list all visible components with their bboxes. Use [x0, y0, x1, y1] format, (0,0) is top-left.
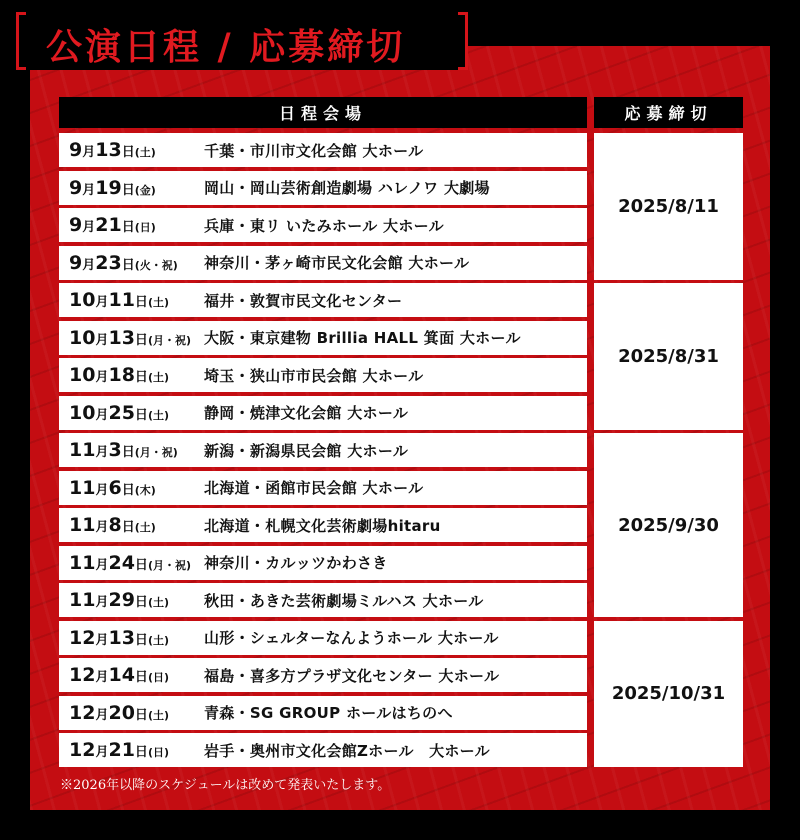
date-month: 10 [69, 364, 96, 386]
deadline-header: 応募締切 [594, 97, 743, 128]
day-mark: 日 [134, 407, 148, 423]
performance-date [59, 439, 204, 461]
performance-date [59, 664, 204, 686]
date-weekday: (金) [134, 183, 156, 197]
day-mark: 日 [134, 632, 148, 648]
venue-name: 北海道・札幌文化芸術劇場hitaru [204, 516, 441, 535]
date-month: 10 [69, 326, 96, 349]
date-day: 21 [95, 214, 122, 236]
date-weekday: (土) [147, 296, 169, 309]
date-weekday: (土) [147, 371, 169, 384]
date-weekday: (土) [147, 596, 169, 609]
venue-name: 山形・シェルターなんようホール 大ホール [204, 629, 499, 647]
performance-date [59, 589, 204, 611]
month-mark: 月 [95, 482, 109, 498]
performance-date [59, 552, 204, 574]
date-month: 11 [69, 476, 96, 499]
date-day: 6 [108, 476, 122, 499]
schedule-row [59, 733, 587, 767]
month-mark: 月 [95, 295, 109, 310]
schedule-row [59, 433, 587, 467]
schedule-row [59, 171, 587, 205]
title-banner [16, 12, 468, 70]
date-day: 13 [95, 139, 122, 161]
schedule-row [59, 358, 587, 392]
day-mark: 日 [121, 145, 135, 160]
date-weekday: (木) [134, 483, 156, 497]
month-mark: 月 [95, 595, 109, 610]
day-mark: 日 [134, 370, 148, 385]
date-day: 13 [108, 626, 135, 649]
venue-name: 秋田・あきた芸術劇場ミルハス 大ホール [204, 591, 484, 610]
venue-name: 神奈川・茅ヶ崎市民文化会館 大ホール [204, 254, 470, 272]
day-mark: 日 [134, 670, 148, 685]
performance-date [59, 402, 204, 424]
month-mark: 月 [95, 557, 109, 573]
deadline-cell: 2025/8/11 [594, 133, 743, 280]
date-day: 3 [108, 439, 122, 461]
date-month: 10 [69, 401, 96, 424]
day-mark: 日 [121, 520, 135, 535]
venue-name: 青森・SG GROUP ホールはちのへ [204, 704, 453, 722]
performance-date [59, 739, 204, 761]
date-weekday: (土) [134, 521, 156, 534]
date-day: 21 [108, 739, 135, 761]
venue-name: 岩手・奥州市文化会館Zホール 大ホール [204, 741, 490, 760]
date-day: 8 [108, 514, 122, 536]
date-day: 13 [108, 326, 135, 349]
date-month: 11 [69, 589, 96, 611]
month-mark: 月 [82, 220, 96, 235]
schedule-row [59, 696, 587, 730]
schedule-row [59, 546, 587, 580]
date-weekday: (土) [147, 633, 169, 647]
schedule-row [59, 621, 587, 655]
day-mark: 日 [134, 295, 148, 310]
date-month: 11 [69, 551, 96, 574]
date-weekday: (月・祝) [134, 446, 178, 459]
performance-date [59, 177, 204, 199]
venue-name: 神奈川・カルッツかわさき [204, 554, 388, 572]
schedule-row [59, 658, 587, 692]
day-mark: 日 [121, 482, 135, 498]
date-day: 29 [108, 589, 135, 611]
performance-date [59, 514, 204, 536]
footnote: ※2026年以降のスケジュールは改めて発表いたします。 [60, 778, 391, 793]
date-month: 11 [69, 439, 96, 461]
schedule-row [59, 133, 587, 167]
performance-date [59, 477, 204, 499]
performance-date [59, 214, 204, 236]
day-mark: 日 [134, 332, 148, 348]
venue-name: 埼玉・狭山市市民会館 大ホール [204, 366, 424, 385]
performance-date [59, 364, 204, 386]
date-month: 12 [69, 701, 96, 724]
date-month: 9 [69, 214, 83, 236]
date-month: 11 [69, 514, 96, 536]
day-mark: 日 [134, 557, 148, 573]
date-day: 25 [108, 401, 135, 424]
day-mark: 日 [121, 257, 135, 273]
date-month: 12 [69, 739, 96, 761]
venue-name: 福井・敦賀市民文化センター [204, 291, 403, 310]
month-mark: 月 [95, 520, 109, 535]
month-mark: 月 [82, 182, 96, 198]
day-mark: 日 [134, 745, 148, 760]
month-mark: 月 [95, 332, 109, 348]
venue-name: 岡山・岡山芸術創造劇場 ハレノワ 大劇場 [204, 179, 490, 197]
page-title: 公演日程 / 応募締切 [46, 26, 406, 68]
date-month: 9 [69, 176, 83, 199]
day-mark: 日 [134, 595, 148, 610]
date-day: 20 [108, 701, 135, 724]
month-mark: 月 [95, 445, 109, 460]
month-mark: 月 [95, 707, 109, 723]
month-mark: 月 [95, 632, 109, 648]
date-weekday: (日) [134, 221, 156, 234]
deadline-cell: 2025/8/31 [594, 283, 743, 430]
schedule-row [59, 283, 587, 317]
schedule-row [59, 321, 587, 355]
month-mark: 月 [95, 670, 109, 685]
date-weekday: (月・祝) [147, 558, 191, 572]
day-mark: 日 [121, 445, 135, 460]
day-mark: 日 [121, 182, 135, 198]
deadline-cell: 2025/9/30 [594, 433, 743, 617]
date-weekday: (火・祝) [134, 258, 178, 272]
schedule-row [59, 396, 587, 430]
date-month: 9 [69, 251, 83, 274]
date-day: 23 [95, 251, 122, 274]
venue-name: 千葉・市川市文化会館 大ホール [204, 141, 424, 160]
schedule-row [59, 583, 587, 617]
title-bracket-right [458, 12, 468, 70]
date-weekday: (日) [147, 671, 169, 684]
performance-date [59, 702, 204, 724]
date-month: 9 [69, 139, 83, 161]
performance-date [59, 252, 204, 274]
deadline-cell: 2025/10/31 [594, 621, 743, 768]
day-mark: 日 [134, 707, 148, 723]
venue-name: 静岡・焼津文化会館 大ホール [204, 404, 409, 422]
performance-date [59, 139, 204, 161]
venue-name: 新潟・新潟県民会館 大ホール [204, 441, 409, 460]
venue-name: 兵庫・東リ いたみホール 大ホール [204, 216, 444, 235]
schedule-row [59, 471, 587, 505]
month-mark: 月 [95, 370, 109, 385]
schedule-row [59, 508, 587, 542]
month-mark: 月 [95, 407, 109, 423]
title-bracket-left [16, 12, 26, 70]
date-weekday: (土) [147, 408, 169, 422]
schedule-header: 日程会場 [59, 97, 587, 128]
date-weekday: (日) [147, 746, 169, 759]
month-mark: 月 [82, 257, 96, 273]
performance-date [59, 327, 204, 349]
month-mark: 月 [82, 145, 96, 160]
schedule-row [59, 208, 587, 242]
date-month: 12 [69, 626, 96, 649]
date-weekday: (土) [134, 146, 156, 159]
schedule-row [59, 246, 587, 280]
performance-date [59, 289, 204, 311]
venue-name: 大阪・東京建物 Brillia HALL 箕面 大ホール [204, 329, 521, 347]
date-weekday: (月・祝) [147, 333, 191, 347]
date-day: 11 [108, 289, 135, 311]
date-day: 24 [108, 551, 135, 574]
day-mark: 日 [121, 220, 135, 235]
date-weekday: (土) [147, 708, 169, 722]
date-month: 12 [69, 664, 96, 686]
performance-date [59, 627, 204, 649]
date-day: 18 [108, 364, 135, 386]
date-day: 14 [108, 664, 135, 686]
date-day: 19 [95, 176, 122, 199]
venue-name: 福島・喜多方プラザ文化センター 大ホール [204, 666, 500, 685]
venue-name: 北海道・函館市民会館 大ホール [204, 479, 424, 497]
date-month: 10 [69, 289, 96, 311]
month-mark: 月 [95, 745, 109, 760]
